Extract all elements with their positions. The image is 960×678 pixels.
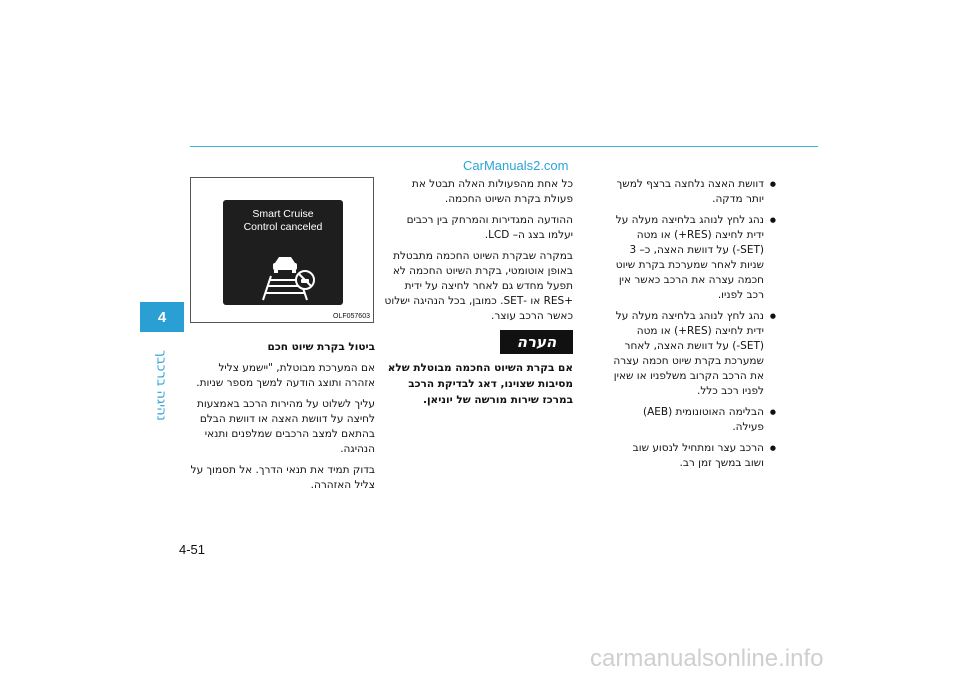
display-message-line1: Smart Cruise: [252, 208, 314, 220]
paragraph: במקרה שבקרת השיוט החכמה מתבטלת באופן אוטומטי, בקרת השיוט החכמה לא תפעל מחדש גם לאחר לחיצה על ידית +RES או -SET. כמובן, בכל הנהיגה ישלוט כאשר הרכב עוצר.: [384, 250, 573, 322]
chapter-number-tab: 4: [140, 302, 184, 332]
column-right: [612, 177, 776, 477]
site-link[interactable]: CarManuals2.com: [463, 158, 569, 173]
paragraph: ההודעה המגדירות והמרחק בין רכבים יעלמו בצג ה– LCD.: [406, 214, 573, 241]
cruise-canceled-icon: [223, 200, 343, 305]
list-item: ● נהג לחץ לנוהג בלחיצה מעלה על ידית לחיצה (RES+) או מטה (SET-) על דוושת האצה, כ– 3 שניות לאחר שמערכת בקרת שיוט חכמה עצרה את הרכב כאשר אין רכב לפניו.: [612, 213, 776, 303]
list-item: ● דוושת האצה נלחצה ברצף למשך יותר מדקה.: [612, 177, 776, 207]
figure-code: OLF057603: [333, 313, 370, 320]
column-middle: [383, 177, 573, 330]
paragraph: בדוק תמיד את תנאי הדרך. אל תסמוך על צליל האזהרה.: [190, 464, 375, 491]
notice-label: הערה: [500, 330, 573, 354]
paragraph: כל אחת מהפעולות האלה תבטל את פעולת בקרת השיוט החכמה.: [411, 178, 573, 205]
chapter-title: נהיגה ברכבך: [153, 349, 169, 421]
paragraph: עליך לשלוט על מהירות הרכב באמצעות לחיצה על דוושת האצה או דוושת הבלם בהתאם למצב הרכבים שמלפנים ותנאי הנהיגה.: [196, 398, 375, 455]
cluster-figure: [190, 177, 374, 323]
page-number: 4-51: [179, 542, 206, 557]
chapter-sidebar: [150, 340, 172, 430]
section-heading: ביטול בקרת שיוט חכם: [267, 341, 375, 353]
paragraph: אם המערכת מבוטלת, "יישמע צליל אזהרה ותוצג הודעה למשך מספר שניות.: [196, 362, 375, 389]
bullet-list: [612, 177, 776, 471]
list-item: ● נהג לחץ לנוהג בלחיצה מעלה על ידית לחיצה (RES+) או מטה (SET-) על דוושת האצה, לאחר שמערכת בקרת שיוט חכמה עצרה את הרכב הקרוב משלפניו או שאין לפניו רכב כלל.: [612, 309, 776, 399]
header-rule: [190, 146, 818, 147]
display-message-line2: Control canceled: [243, 221, 323, 233]
cluster-display: [223, 200, 343, 305]
list-item: ● הבלימה האוטונומית (AEB) פעילה.: [612, 405, 776, 435]
notice-text: אם בקרת השיוט החכמה מבוטלת שלא מסיבות שצוינו, דאג לבדיקת הרכב במרכז שירות מורשה של יוניאן.: [387, 362, 573, 406]
column-left: [190, 340, 375, 499]
watermark: carmanualsonline.info: [590, 645, 824, 672]
list-item: ● הרכב עצר ומתחיל לנסוע שוב ושוב במשך זמן רב.: [612, 441, 776, 471]
